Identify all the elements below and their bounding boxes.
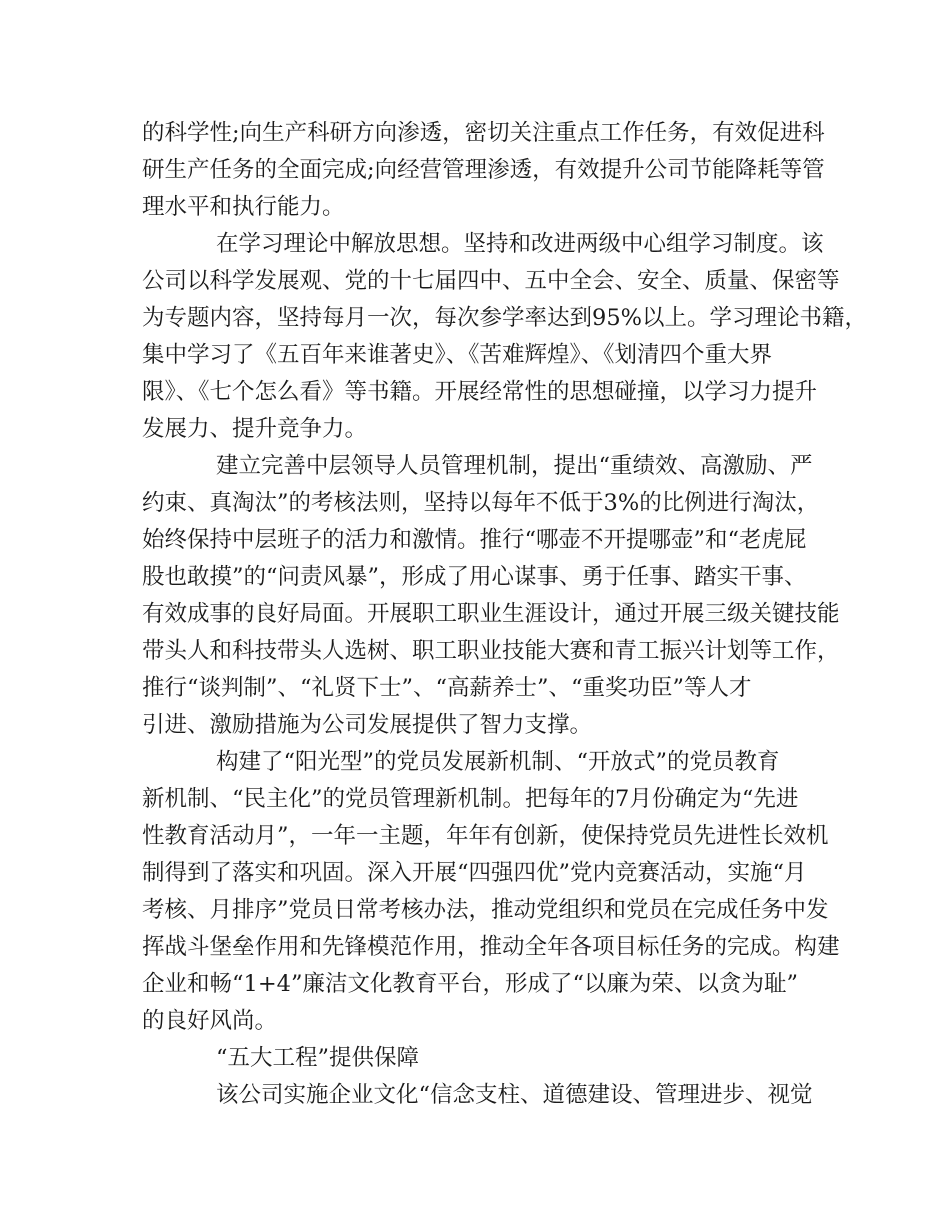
text-line: 股也敢摸”的“问责风暴”，形成了用心谋事、勇于任事、踏实干事、 — [142, 564, 807, 590]
text-line: 的科学性;向生产科研方向渗透，密切关注重点工作任务，有效促进科 — [142, 120, 825, 146]
text-line: 挥战斗堡垒作用和先锋模范作用，推动全年各项目标任务的完成。构建 — [142, 934, 840, 960]
paragraph-first-line: 建立完善中层领导人员管理机制，提出“重绩效、高激励、严 — [216, 453, 813, 479]
text-line: 研生产任务的全面完成;向经营管理渗透，有效提升公司节能降耗等管 — [142, 157, 825, 183]
text-line: 有效成事的良好局面。开展职工职业生涯设计，通过开展三级关键技能 — [142, 601, 840, 627]
text-line: 企业和畅“1+4”廉洁文化教育平台，形成了“以廉为荣、以贪为耻” — [142, 971, 798, 997]
text-line: 集中学习了《五百年来谁著史》、《苦难辉煌》、《划清四个重大界 — [142, 342, 773, 368]
text-line: 推行“谈判制”、“礼贤下士”、“高薪养士”、“重奖功臣”等人才 — [142, 675, 752, 701]
text-line: 性教育活动月”，一年一主题，年年有创新，使保持党员先进性长效机 — [142, 823, 829, 849]
section-heading: “五大工程”提供保障 — [216, 1045, 420, 1071]
paragraph-first-line: 构建了“阳光型”的党员发展新机制、“开放式”的党员教育 — [216, 749, 780, 775]
text-line: 理水平和执行能力。 — [142, 194, 345, 220]
text-line: 公司以科学发展观、党的十七届四中、五中全会、安全、质量、保密等 — [142, 268, 840, 294]
text-line: 约束、真淘汰”的考核法则，坚持以每年不低于3%的比例进行淘汰， — [142, 490, 820, 516]
text-line: 限》、《七个怎么看》等书籍。开展经常性的思想碰撞，以学习力提升 — [142, 379, 818, 405]
text-line: 制得到了落实和巩固。深入开展“四强四优”党内竞赛活动，实施“月 — [142, 860, 807, 886]
text-line: 为专题内容，坚持每月一次，每次参学率达到95%以上。学习理论书籍， — [142, 305, 868, 331]
text-line: 的良好风尚。 — [142, 1008, 278, 1034]
text-line: 带头人和科技带头人选树、职工职业技能大赛和青工振兴计划等工作， — [142, 638, 840, 664]
paragraph-first-line: 在学习理论中解放思想。坚持和改进两级中心组学习制度。该 — [216, 231, 824, 257]
paragraph-first-line: 该公司实施企业文化“信念支柱、道德建设、管理进步、视觉 — [216, 1082, 813, 1108]
text-line: 始终保持中层班子的活力和激情。推行“哪壶不开提哪壶”和“老虎屁 — [142, 527, 807, 553]
text-line: 新机制、“民主化”的党员管理新机制。把每年的7月份确定为“先进 — [142, 786, 799, 812]
text-line: 发展力、提升竞争力。 — [142, 416, 368, 442]
text-line: 考核、月排序”党员日常考核办法，推动党组织和党员在完成任务中发 — [142, 897, 829, 923]
text-line: 引进、激励措施为公司发展提供了智力支撑。 — [142, 712, 593, 738]
